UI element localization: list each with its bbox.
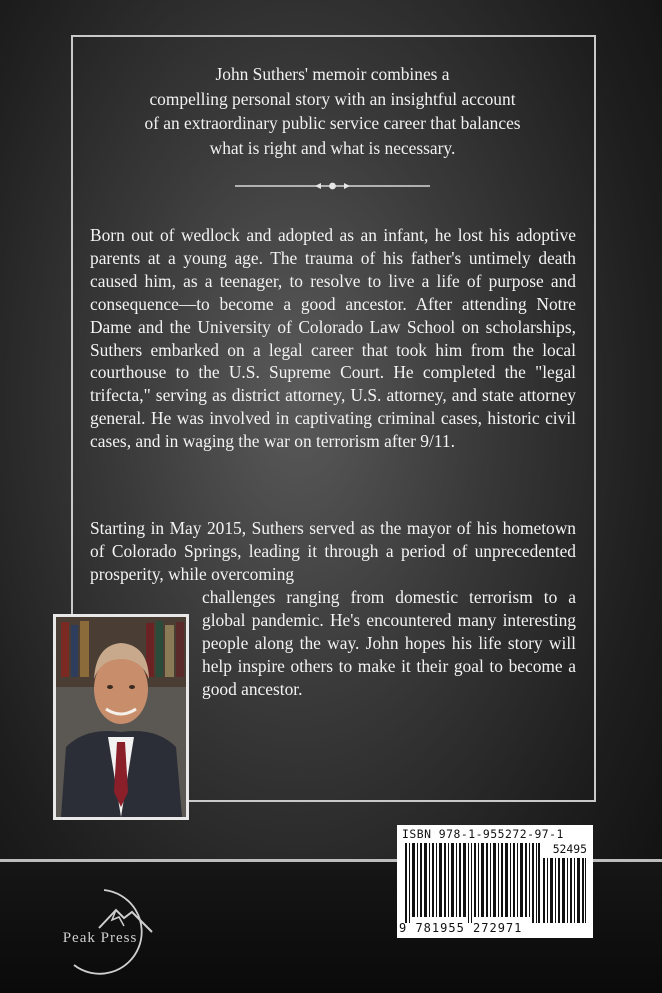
intro-line: of an extraordinary public service career that balances <box>144 113 521 133</box>
publisher-name: Peak Press <box>62 930 138 946</box>
peak-press-logo <box>44 880 184 975</box>
isbn-addon-number: 52495 <box>552 842 587 856</box>
intro-line: John Suthers' memoir combines a <box>215 64 450 84</box>
isbn-barcode <box>397 825 593 938</box>
intro-line: what is right and what is necessary. <box>209 137 456 158</box>
body-paragraph-2-bottom: challenges ranging from domestic terrorism to a global pandemic. He's encountered many interesting people along the way. John hopes his life story will help inspire others to make it their goal to become a good ancestor. <box>202 587 576 699</box>
author-photo <box>53 614 189 820</box>
body-paragraph-2-top: Starting in May 2015, Suthers served as the mayor of his hometown of Colorado Springs, leading it through a period of unprecedented prosperity, while overcoming <box>90 518 576 584</box>
intro-blurb <box>90 62 575 160</box>
intro-line: compelling personal story with an insightful account <box>149 88 516 109</box>
barcode-bars <box>405 843 540 923</box>
addon-barcode-bars <box>543 858 587 923</box>
divider-ornament <box>235 180 430 192</box>
body-paragraph-1: Born out of wedlock and adopted as an infant, he lost his adoptive parents at a young age. The trauma of his father's untimely death caused him, as a teenager, to resolve to live a life of purpose and consequence—to become a good ancestor. After attending Notre Dame and the University of Colorado Law School on scholarships, Suthers embarked on a legal career that took him from the local courthouse to the U.S. Supreme Court. He completed the "legal trifecta," serving as district attorney, U.S. attorney, and state attorney general. He was involved in captivating criminal cases, historic civil cases, and in waging the war on terrorism after 9/11. <box>90 225 576 452</box>
isbn-number: ISBN 978-1-955272-97-1 <box>402 827 564 841</box>
ean-number: 9 781955 272971 <box>399 921 523 935</box>
